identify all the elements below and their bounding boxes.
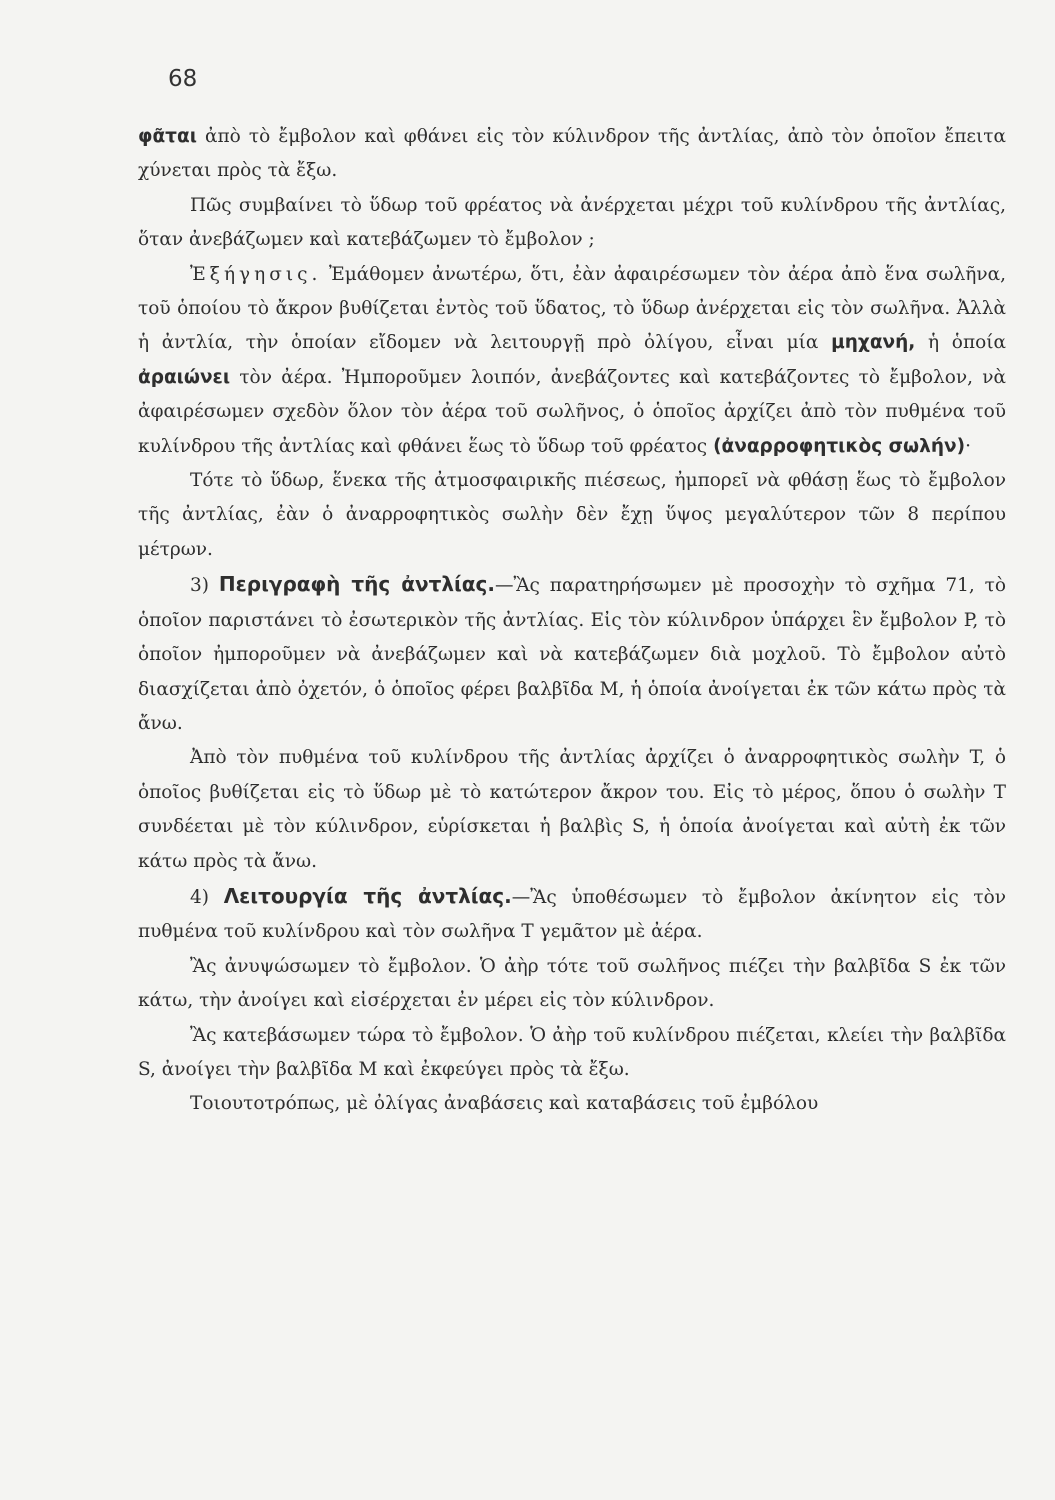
paragraph-9 — [138, 1019, 1006, 1088]
section-heading: Λειτουργία τῆς ἀντλίας. — [223, 883, 512, 908]
paragraph-text: Τότε τὸ ὕδωρ, ἕνεκα τῆς ἀτμοσφαιρικῆς πιέσεως, ἠμπορεῖ νὰ φθάσῃ ἕως τὸ ἔμβολον τῆς ἀντλίας, ἐὰν ὁ ἀναρροφητικὸς σωλὴν δὲν ἔχῃ ὕψος μεγαλύτερον τῶν 8 περίπου μέτρων. — [138, 470, 1006, 560]
page-number: 68 — [168, 66, 198, 92]
paragraph-text: Ἐμάθομεν ἀνωτέρω, ὅτι, ἐὰν ἀφαιρέσωμεν τὸν ἀέρα ἀπὸ ἕνα σωλῆνα, τοῦ ὁποίου τὸ ἄκρον βυθίζεται ἐντὸς τοῦ ὕδατος, τὸ ὕδωρ ἀνέρχεται εἰς τὸν σωλῆνα. Ἀλλὰ ἡ ἀντλία, τὴν ὁποίαν εἴδομεν νὰ λειτουργῇ πρὸ ὀλίγου, εἶναι μία — [138, 263, 1006, 354]
paragraph-text: Ἂς κατεβάσωμεν τώρα τὸ ἔμβολον. Ὁ ἀὴρ τοῦ κυλίνδρου πιέζεται, κλείει τὴν βαλβῖδα S, ἀνοίγει τὴν βαλβῖδα M καὶ ἐκφεύγει πρὸς τὰ ἔξω. — [138, 1024, 1006, 1080]
paragraph-text: —Ἂς παρατηρήσωμεν μὲ προσοχὴν τὸ σχῆμα 71, τὸ ὁποῖον παριστάνει τὸ ἐσωτερικὸν τῆς ἀντλίας. Εἰς τὸν κύλινδρον ὑπάρχει ἓν ἔμβολον P, τὸ ὁποῖον ἠμποροῦμεν νὰ ἀνεβάζωμεν καὶ νὰ κατεβάζωμεν διὰ μοχλοῦ. Τὸ ἔμβολον αὐτὸ διασχίζεται ἀπὸ ὀχετόν, ὁ ὁποῖος φέρει βαλβῖδα M, ἡ ὁποία ἀνοίγεται ἐκ τῶν κάτω πρὸς τὰ ἄνω. — [138, 575, 1006, 734]
paragraph-text: · — [965, 435, 971, 457]
paragraph-2 — [138, 189, 1006, 258]
paragraph-text: —Ἂς ὑποθέσωμεν τὸ ἔμβολον ἀκίνητον εἰς τὸν πυθμένα τοῦ κυλίνδρου καὶ τὸν σωλῆνα T γεμᾶτον μὲ ἀέρα. — [138, 886, 1006, 943]
section-number: 4) — [190, 886, 224, 908]
paragraph-1 — [138, 120, 1006, 189]
paragraph-text: ἡ ὁποία — [915, 332, 1006, 354]
paragraph-6 — [138, 741, 1006, 879]
section-heading: Περιγραφὴ τῆς ἀντλίας. — [218, 572, 495, 597]
paragraph-text: Πῶς συμβαίνει τὸ ὕδωρ τοῦ φρέατος νὰ ἀνέρχεται μέχρι τοῦ κυλίνδρου τῆς ἀντλίας, ὅταν ἀνεβάζωμεν καὶ κατεβάζωμεν τὸ ἔμβολον ; — [138, 194, 1006, 251]
paragraph-10 — [138, 1087, 1006, 1121]
body-text — [138, 120, 1006, 1122]
paragraph-4 — [138, 464, 1006, 567]
section-4-operation — [138, 879, 1006, 950]
explanation-label: Ἐξήγησις. — [190, 263, 322, 285]
bold-term: μηχανή, — [831, 332, 916, 354]
bold-term: ἀραιώνει — [138, 366, 231, 388]
paragraph-text: τὸν ἀέρα. Ἠμποροῦμεν λοιπόν, ἀνεβάζοντες καὶ κατεβάζοντες τὸ ἔμβολον, νὰ ἀφαιρέσωμεν σχεδὸν ὅλον τὸν ἀέρα τοῦ σωλῆνος, ὁ ὁποῖος ἀρχίζει ἀπὸ τὸν πυθμένα τοῦ κυλίνδρου τῆς ἀντλίας καὶ φθάνει ἕως τὸ ὕδωρ τοῦ φρέατος — [138, 366, 1006, 457]
section-3-description — [138, 567, 1006, 741]
paragraph-text: Ἀπὸ τὸν πυθμένα τοῦ κυλίνδρου τῆς ἀντλίας ἀρχίζει ὁ ἀναρροφητικὸς σωλὴν T, ὁ ὁποῖος βυθίζεται εἰς τὸ ὕδωρ μὲ τὸ κατώτερον ἄκρον του. Εἰς τὸ μέρος, ὅπου ὁ σωλὴν T συνδέεται μὲ τὸν κύλινδρον, εὑρίσκεται ἡ βαλβὶς S, ἡ ὁποία ἀνοίγεται καὶ αὐτὴ ἐκ τῶν κάτω πρὸς τὰ ἄνω. — [138, 747, 1006, 872]
paragraph-3 — [138, 258, 1006, 464]
paragraph-text: ἀπὸ τὸ ἔμβολον καὶ φθάνει εἰς τὸν κύλινδρον τῆς ἀντλίας, ἀπὸ τὸν ὁποῖον ἔπειτα χύνεται πρὸς τὰ ἔξω. — [138, 126, 1006, 182]
paragraph-text: Τοιουτοτρόπως, μὲ ὀλίγας ἀναβάσεις καὶ καταβάσεις τοῦ ἐμβόλου — [190, 1093, 819, 1115]
paragraph-text: Ἂς ἀνυψώσωμεν τὸ ἔμβολον. Ὁ ἀὴρ τότε τοῦ σωλῆνος πιέζει τὴν βαλβῖδα S ἐκ τῶν κάτω, τὴν ἀνοίγει καὶ εἰσέρχεται ἐν μέρει εἰς τὸν κύλινδρον. — [138, 955, 1006, 1012]
section-number: 3) — [190, 575, 219, 597]
bold-word: φᾶται — [138, 126, 197, 147]
paragraph-8 — [138, 950, 1006, 1019]
bold-term: (ἀναρροφητικὸς σωλήν) — [713, 435, 966, 457]
